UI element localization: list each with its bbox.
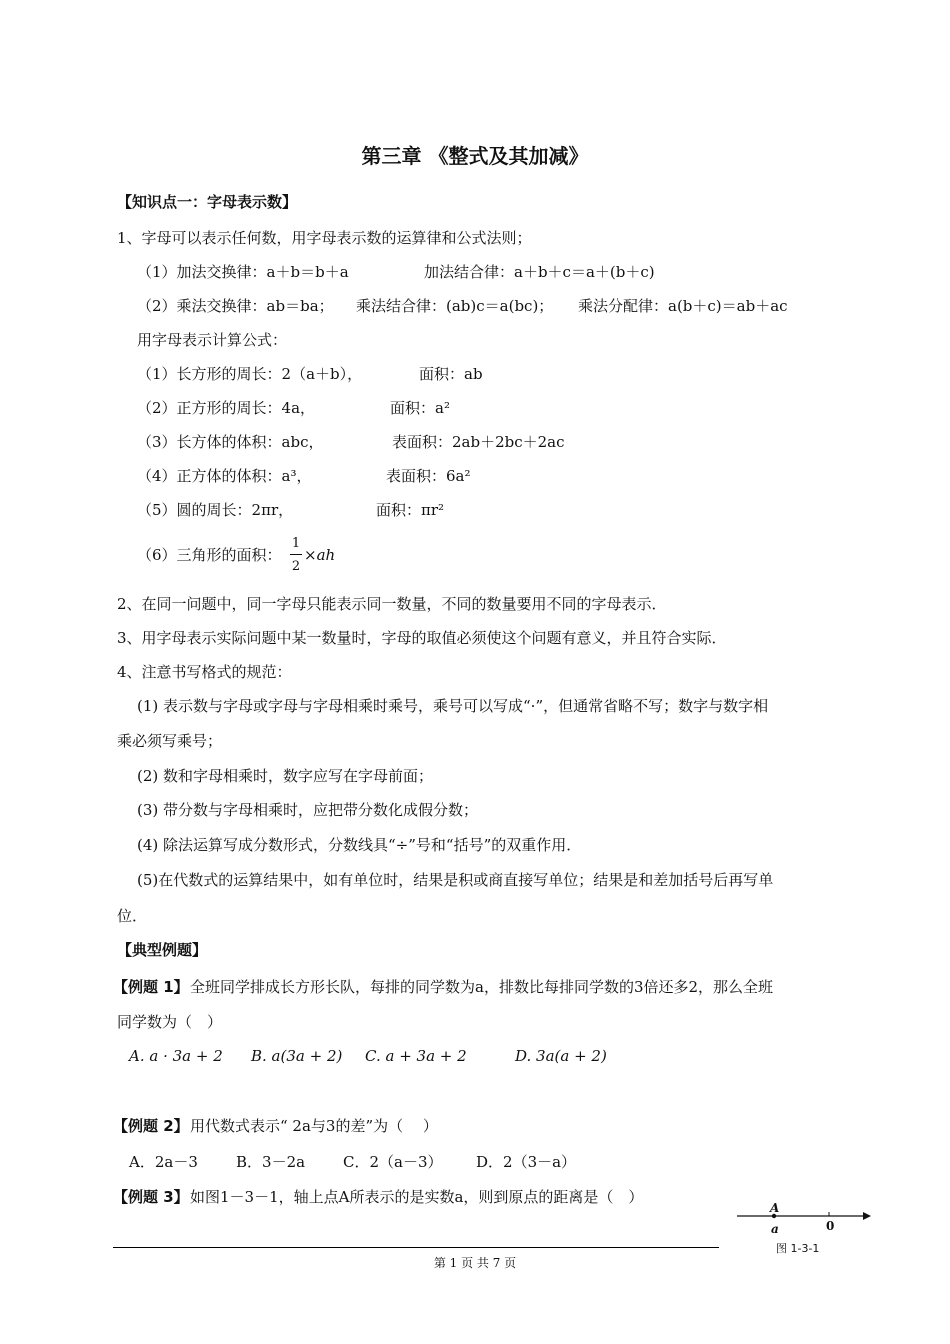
- law-mul-commutative: （2）乘法交换律：ab＝ba；: [137, 297, 334, 315]
- example-1-text: 全班同学排成长方形长队，每排的同学数为a，排数比每排同学数的3倍还多2，那么全班: [190, 978, 774, 996]
- example-2-label: 【例题 2】: [113, 1117, 189, 1135]
- example-3-text: 如图1－3－1，轴上点A所表示的是实数a，则到原点的距离是（ ）: [190, 1188, 644, 1206]
- law-distributive: 乘法分配律：a(b＋c)＝ab＋ac: [578, 297, 788, 315]
- rule-4: (4) 除法运算写成分数形式，分数线具“÷”号和“括号”的双重作用．: [137, 836, 582, 854]
- example-2-option-b[interactable]: B．3－2a: [236, 1153, 306, 1171]
- formula-right: 表面积：6a²: [386, 467, 471, 485]
- law-add-commutative: （1）加法交换律：a＋b＝b＋a: [137, 263, 349, 281]
- page-footer: 第 1 页 共 7 页: [433, 1256, 517, 1270]
- number-line-figure: [735, 1198, 875, 1242]
- triangle-area-rest: ×ah: [304, 546, 336, 564]
- rule-5: (5)在代数式的运算结果中，如有单位时，结果是积或商直接写单位；结果是和差加括号后再写单: [137, 871, 774, 889]
- formula-left: （3）长方体的体积：abc，: [137, 433, 324, 451]
- triangle-area-label: （6）三角形的面积：: [137, 546, 282, 564]
- example-2-text: 用代数式表示“ 2a与3的差”为（ ）: [190, 1117, 438, 1135]
- item-3: 3、用字母表示实际问题中某一数量时，字母的取值必须使这个问题有意义，并且符合实际．: [117, 629, 727, 647]
- number-line-arrow-icon: [863, 1212, 871, 1220]
- example-1-option-c[interactable]: C. a + 3a + 2: [365, 1047, 467, 1065]
- example-2-option-d[interactable]: D．2（3－a）: [476, 1153, 577, 1171]
- rule-1-cont: 乘必须写乘号；: [117, 732, 223, 750]
- formula-left: （5）圆的周长：2πr，: [137, 501, 294, 519]
- formula-right: 面积：πr²: [376, 501, 445, 519]
- formula-intro: 用字母表示计算公式：: [137, 331, 288, 349]
- fraction-denominator: 2: [291, 559, 301, 574]
- example-3-label: 【例题 3】: [113, 1188, 189, 1206]
- law-add-associative: 加法结合律：a＋b＋c＝a＋(b＋c): [424, 263, 655, 281]
- footer-divider: [113, 1247, 719, 1248]
- formula-left: （1）长方形的周长：2（a＋b），: [137, 365, 363, 383]
- example-1-option-a[interactable]: A. a · 3a + 2: [129, 1047, 223, 1065]
- page-title: 第三章 《整式及其加减》: [361, 144, 589, 168]
- example-1-option-b[interactable]: B. a(3a + 2): [251, 1047, 343, 1065]
- example-2-option-a[interactable]: A．2a－3: [129, 1153, 198, 1171]
- example-1-option-d[interactable]: D. 3a(a + 2): [515, 1047, 607, 1065]
- point-label-A: A: [770, 1201, 780, 1215]
- fraction-bar: [290, 554, 302, 555]
- rule-3: (3) 带分数与字母相乘时，应把带分数化成假分数；: [137, 801, 479, 819]
- examples-header: 【典型例题】: [117, 941, 208, 959]
- law-mul-associative: 乘法结合律：(ab)c＝a(bc)；: [356, 297, 554, 315]
- point-label-a: a: [771, 1222, 779, 1236]
- example-1-text-cont: 同学数为（ ）: [117, 1013, 223, 1031]
- item-1: 1、字母可以表示任何数，用字母表示数的运算律和公式法则；: [117, 229, 532, 247]
- formula-right: 表面积：2ab＋2bc＋2ac: [392, 433, 565, 451]
- section-header-knowledge-1: 【知识点一：字母表示数】: [117, 193, 298, 211]
- example-1-label: 【例题 1】: [113, 978, 189, 996]
- rule-5-cont: 位．: [117, 907, 148, 925]
- item-2: 2、在同一问题中，同一字母只能表示同一数量，不同的数量要用不同的字母表示．: [117, 595, 667, 613]
- figure-caption: 图 1-3-1: [776, 1242, 820, 1255]
- example-2-option-c[interactable]: C．2（a－3）: [343, 1153, 443, 1171]
- rule-2: (2) 数和字母相乘时，数字应写在字母前面；: [137, 767, 434, 785]
- formula-left: （4）正方体的体积：a³，: [137, 467, 312, 485]
- formula-right: 面积：ab: [419, 365, 483, 383]
- origin-label: 0: [826, 1219, 835, 1233]
- item-4: 4、注意书写格式的规范：: [117, 663, 292, 681]
- formula-left: （2）正方形的周长：4a，: [137, 399, 316, 417]
- fraction-numerator: 1: [291, 536, 301, 551]
- rule-1: (1) 表示数与字母或字母与字母相乘时乘号，乘号可以写成“·”，但通常省略不写；数字与数字相: [137, 697, 769, 715]
- formula-right: 面积：a²: [390, 399, 450, 417]
